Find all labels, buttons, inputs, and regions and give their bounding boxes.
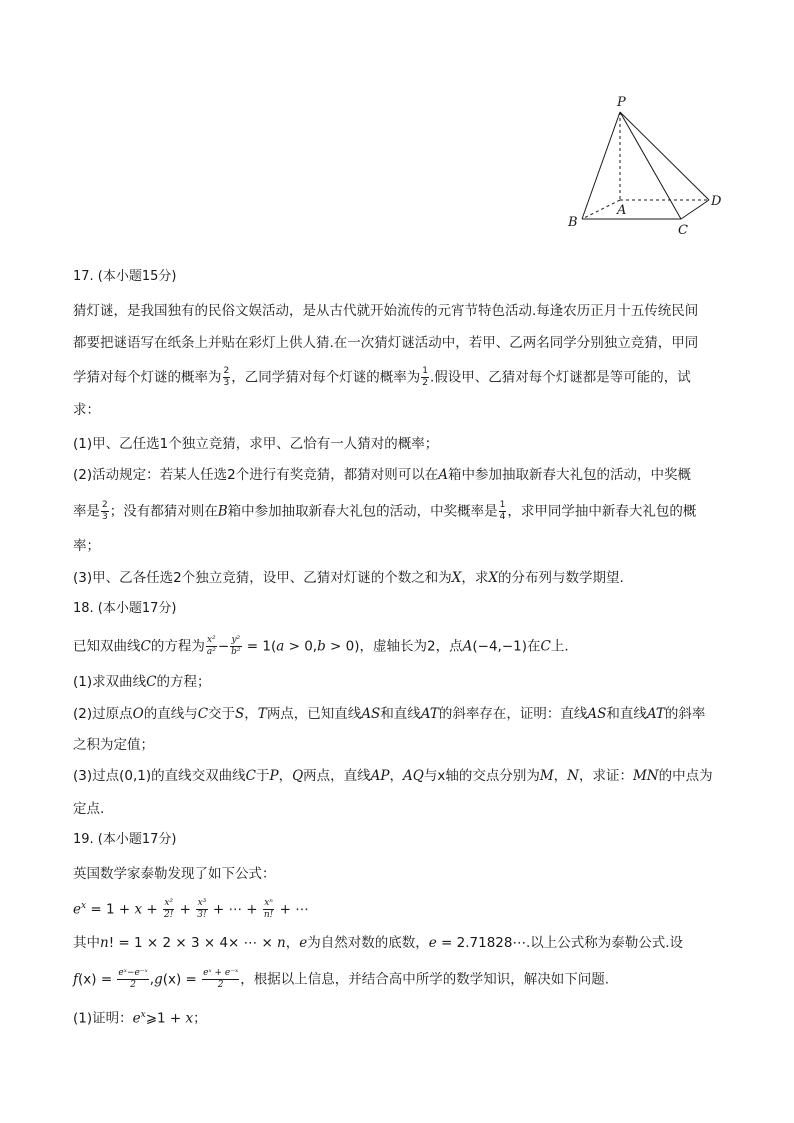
label-C: C bbox=[678, 223, 688, 238]
label-B: B bbox=[568, 215, 578, 230]
fraction-1-2: $\frac{1}{2}$ bbox=[422, 366, 428, 388]
q19-sub1: (1)证明：$e^x⩾1 + x$； bbox=[73, 1010, 207, 1027]
q17-text-line2: 都要把谜语写在纸条上并贴在彩灯上供人猜.在一次猜灯谜活动中，若甲、乙两名同学分别独立竞猜，甲同 bbox=[73, 335, 699, 351]
q18-sub3-line1: (3)过点(0,1)的直线交双曲线C于P，Q两点，直线AP，AQ与x轴的交点分别为M，N，求证：MN的中点为 bbox=[73, 768, 713, 784]
q18-sub2-line1: (2)过原点O的直线与C交于S，T两点，已知直线AS和直线AT的斜率存在，证明：直线AS和直线AT的斜率 bbox=[73, 706, 706, 722]
q17-text-line3: 学猜对每个灯谜的概率为 $\frac{2}{3}$ ，乙同学猜对每个灯谜的概率为 $\frac{1}{2}$ .假设甲、乙猜对每个灯谜都是等可能的，试 bbox=[73, 366, 691, 388]
fraction-sinh: $\frac{\text{eˣ−e⁻ˣ}}{2}$ bbox=[118, 968, 148, 990]
label-D: D bbox=[711, 194, 722, 209]
q18-sub3-line2: 定点. bbox=[73, 801, 105, 817]
edge-PC bbox=[620, 112, 681, 219]
q19-taylor-formula: $e^x = 1 + x$ + $\frac{\text{x²}}{2!}$ + $\frac{\text{x³}}{3!}$ + ⋯ + $\frac{\text{xⁿ}}{n!}$ + ⋯ bbox=[73, 898, 309, 920]
q18-heading: 18. (本小题17分) bbox=[73, 601, 177, 616]
q17-sub2-line2: 率是 $\frac{2}{3}$ ；没有都猜对则在B箱中参加抽取新春大礼包的活动，中奖概率是 $\frac{1}{4}$ ，求甲同学抽中新春大礼包的概 bbox=[73, 500, 697, 522]
edge-PD bbox=[620, 112, 709, 200]
q17-text-line1: 猜灯谜，是我国独有的民俗文娱活动，是从古代就开始流传的元宵节特色活动.每逢农历正月十五传统民间 bbox=[73, 303, 699, 319]
q19-text-line1: 英国数学家泰勒发现了如下公式： bbox=[73, 866, 276, 882]
label-A: A bbox=[617, 203, 627, 218]
q17-sub1: (1)甲、乙任选1个独立竞猜，求甲、乙恰有一人猜对的概率； bbox=[73, 436, 439, 452]
fraction-cosh: $\frac{\text{eˣ + e⁻ˣ}}{2}$ bbox=[203, 968, 239, 990]
q17-sub3: (3)甲、乙各任选2个独立竞猜，设甲、乙猜对灯谜的个数之和为X，求X的分布列与数学期望. bbox=[73, 570, 624, 586]
fraction-2-3: $\frac{2}{3}$ bbox=[223, 366, 230, 388]
q18-sub2-line2: 之积为定值； bbox=[73, 737, 154, 753]
edge-CD bbox=[681, 200, 709, 219]
q17-text-line4: 求： bbox=[73, 402, 100, 418]
q18-sub1: (1)求双曲线C的方程； bbox=[73, 674, 211, 690]
pyramid-figure bbox=[560, 92, 730, 237]
fraction-x2-2fact: $\frac{\text{x²}}{2!}$ bbox=[164, 898, 174, 920]
q17-heading: 17. (本小题15分) bbox=[73, 269, 177, 284]
q19-text-line4: f(x) = $\frac{\text{eˣ−e⁻ˣ}}{2}$ ,g(x) = $\frac{\text{eˣ + e⁻ˣ}}{2}$ ，根据以上信息，并结合高中所学的数学知识，解决如下问题. bbox=[73, 968, 609, 990]
label-P: P bbox=[617, 95, 626, 110]
q18-text-line1: 已知双曲线C的方程为 $\frac{\text{x²}}{\text{a²}}$ − $\frac{\text{y²}}{\text{b²}}$ = 1(a > 0,b > 0)，虚轴长为2，点A(−4,−1)在C上. bbox=[73, 635, 569, 657]
fraction-xn-nfact: $\frac{\text{xⁿ}}{n!}$ bbox=[263, 898, 274, 920]
fraction-1-4: $\frac{1}{4}$ bbox=[499, 500, 506, 522]
pyramid-diagram bbox=[560, 92, 730, 237]
q19-text-line3: 其中n! = 1 × 2 × 3 × 4× ⋯ × n，e为自然对数的底数，e = 2.71828⋯.以上公式称为泰勒公式.设 bbox=[73, 935, 684, 951]
fraction-x3-3fact: $\frac{\text{x³}}{3!}$ bbox=[197, 898, 207, 920]
fraction-2-3-b: $\frac{2}{3}$ bbox=[102, 500, 108, 522]
fraction-x2-a2: $\frac{\text{x²}}{\text{a²}}$ bbox=[206, 635, 216, 657]
q19-heading: 19. (本小题17分) bbox=[73, 832, 177, 847]
fraction-y2-b2: $\frac{\text{y²}}{\text{b²}}$ bbox=[231, 635, 241, 657]
q17-sub2-line1: (2)活动规定：若某人任选2个进行有奖竞猜，都猜对则可以在A箱中参加抽取新春大礼包的活动，中奖概 bbox=[73, 467, 691, 483]
q17-sub2-line3: 率； bbox=[73, 538, 100, 554]
